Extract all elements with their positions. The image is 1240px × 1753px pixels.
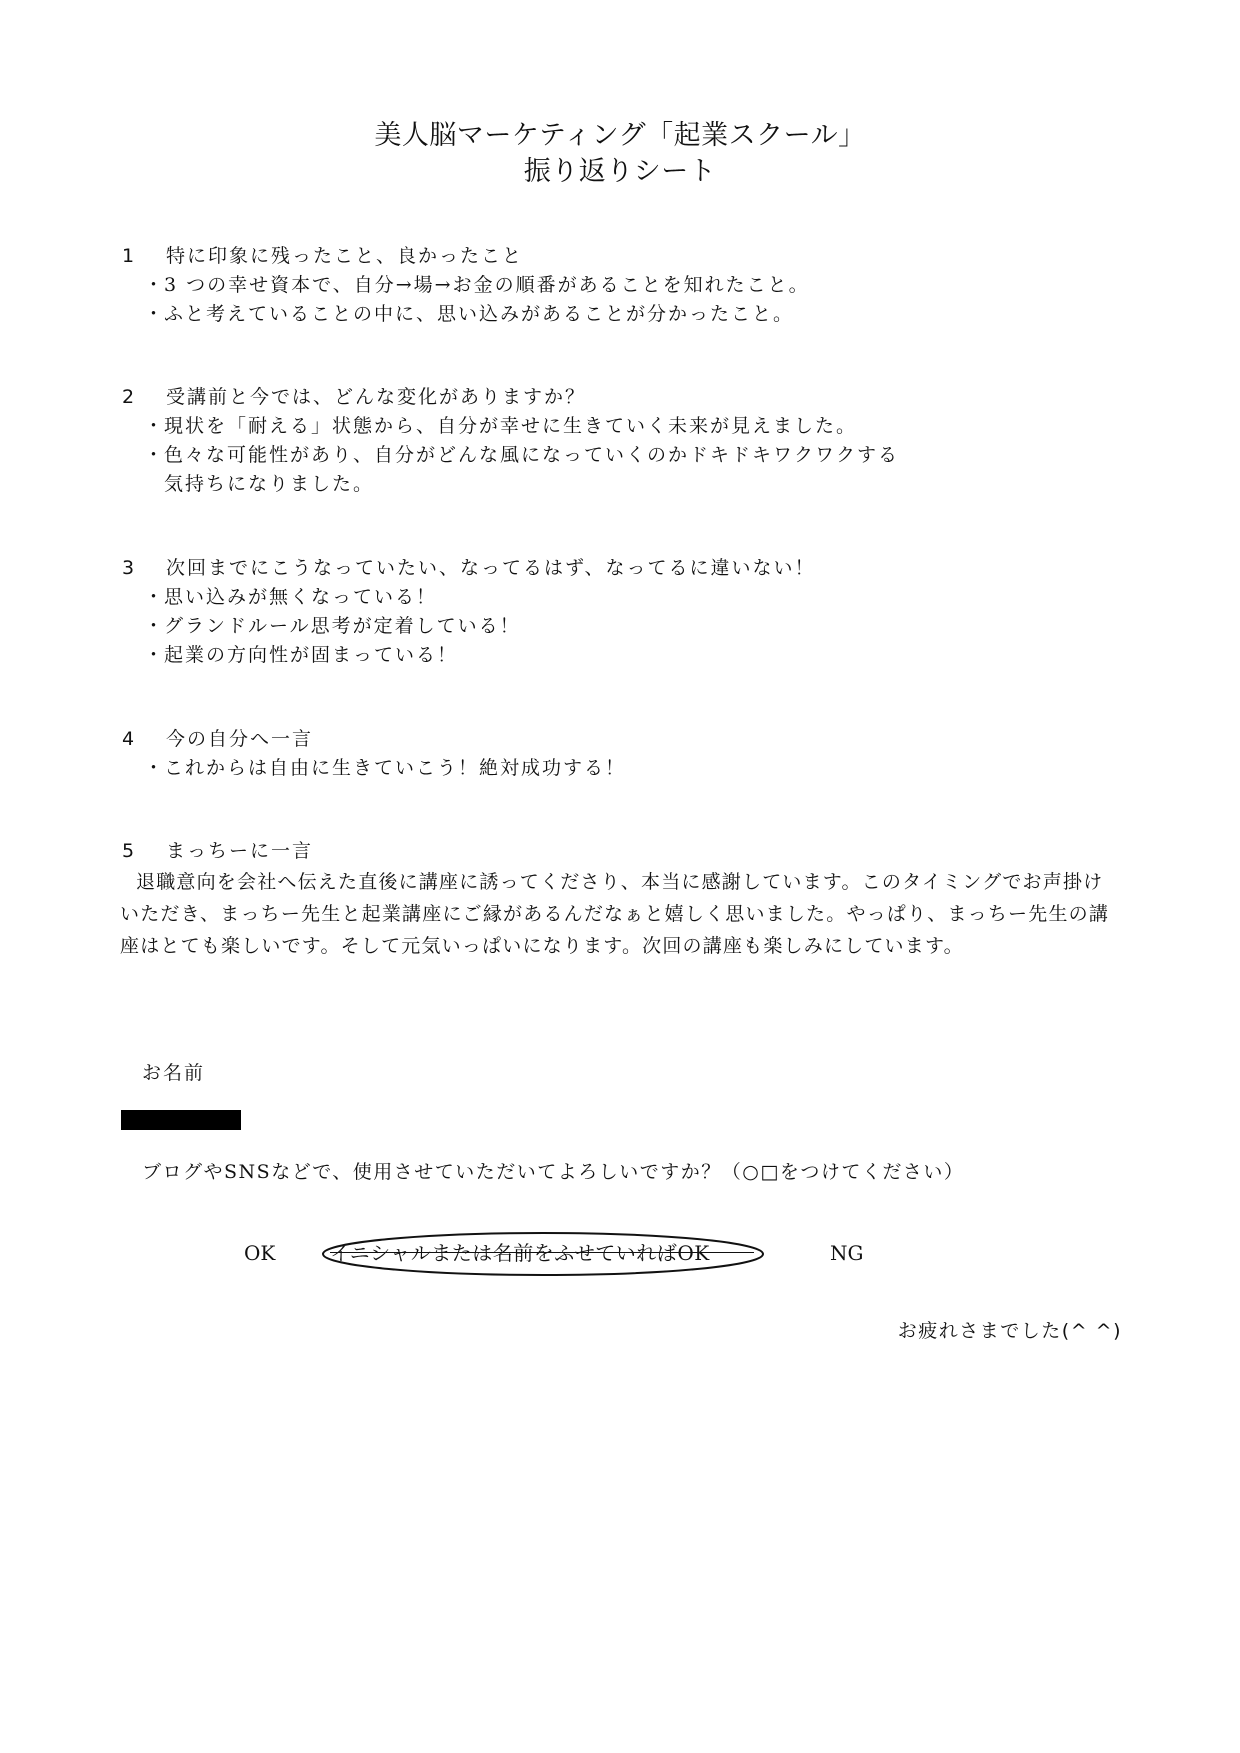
list-item [144,271,1122,300]
section-heading-text: 特に印象に残ったこと、良かったこと [166,245,524,267]
section-number: 1 [122,245,137,267]
list-item [144,412,1122,441]
question-text-part1: ブログや [142,1161,225,1183]
message-paragraph: 退職意向を会社へ伝えた直後に講座に誘ってくださり、本当に感謝しています。このタイミングでお声掛けいただき、まっちー先生と起業講座にご縁があるんだなぁと嬉しく思いました。やっぱり、まっちー先生の講座はとても楽しいです。そして元気いっぱいになります。次回の講座も楽しみにしています。 [120,871,1110,957]
list-item [144,300,1122,329]
section-2 [122,382,1122,499]
section-heading [122,553,1122,583]
option-initial-ok-text: OK [677,1241,710,1265]
bullet-mark: ・ [144,303,166,325]
bullet-mark: ・ [144,586,166,608]
redacted-name [121,1110,241,1130]
section-heading-text: 受講前と今では、どんな変化がありますか？ [166,386,587,408]
list-item-text: グランドルール思考が定着している！ [164,615,521,637]
bullet-list [144,412,1122,499]
bullet-mark: ・ [144,644,166,666]
selection-oval-mark [318,1226,772,1282]
list-item-text: これからは自由に生きていこう！絶対成功する！ [164,757,627,779]
section-1 [122,241,1122,329]
bullet-list [144,754,1122,783]
list-item [144,754,1122,783]
section-4 [122,724,1122,783]
closing-message: お疲れさまでした(^ ^) [897,1320,1122,1342]
permission-question [142,1157,964,1187]
bullet-mark: ・ [144,615,166,637]
section-3 [122,553,1122,670]
list-item-text: 3 つの幸せ資本で、自分→場→お金の順番があることを知れたこと。 [164,274,810,296]
bullet-mark: ・ [144,444,166,466]
option-ng[interactable]: NG [830,1241,864,1265]
bullet-list [144,583,1122,670]
list-item-text: 起業の方向性が固まっている！ [164,644,459,666]
name-label: お名前 [142,1062,206,1084]
bullet-mark: ・ [144,274,166,296]
section-heading-text: 今の自分へ一言 [166,728,314,750]
section-heading-text: 次回までにこうなっていたい、なってるはず、なってるに違いない！ [166,557,816,579]
hand-drawn-circle [323,1233,763,1275]
list-item [144,583,1122,612]
list-item-continuation [144,470,1122,499]
question-text-part2: などで、使用させていただいてよろしいですか？（○□をつけてください） [271,1161,965,1183]
section-heading [122,382,1122,412]
bullet-list [144,271,1122,329]
section-number: 3 [122,557,137,579]
section-heading [122,724,1122,754]
bullet-mark: ・ [144,415,166,437]
section-heading-text: まっちーに一言 [166,840,314,862]
section-number: 2 [122,386,137,408]
list-item [144,612,1122,641]
section-number: 4 [122,728,137,750]
option-ok[interactable]: OK [244,1241,276,1265]
list-item-text: 色々な可能性があり、自分がどんな風になっていくのかドキドキワクワクする [164,444,900,466]
section-number: 5 [122,840,137,862]
list-item-text: 現状を「耐える」状態から、自分が幸せに生きていく未来が見えました。 [164,415,858,437]
list-item-text: 思い込みが無くなっている！ [164,586,438,608]
list-item-text: 気持ちになりました。 [164,473,375,495]
list-item-text: ふと考えていることの中に、思い込みがあることが分かったこと。 [164,303,795,325]
list-item [144,641,1122,670]
document-subtitle: 振り返りシート [523,156,717,187]
section-5 [122,836,1122,962]
section-heading [122,836,1122,866]
bullet-mark: ・ [144,757,166,779]
section-heading [122,241,1122,271]
question-text-sns: SNS [224,1161,272,1183]
list-item [144,441,1122,470]
option-initial-text: イニシャルまたは名前をふせていれば [330,1241,678,1265]
document-title: 美人脳マーケティング「起業スクール」 [374,120,866,151]
